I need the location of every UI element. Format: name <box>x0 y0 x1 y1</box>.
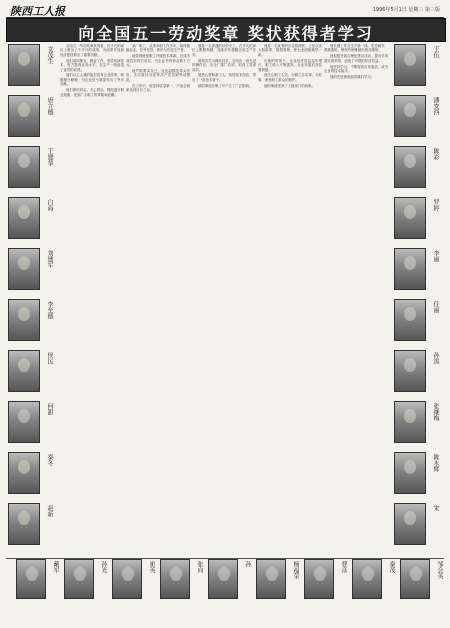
text-column <box>60 44 124 554</box>
portrait-name: 秦冬 <box>46 454 53 466</box>
portrait-name: 陈彩 <box>432 148 439 160</box>
portrait-photo <box>8 503 40 545</box>
portrait-photo <box>394 401 426 443</box>
paragraph: 她刻苦学习操作技术，总结出一套先进的操作法，在全厂推广应用，取得了显著成效。 <box>192 58 256 72</box>
text-column <box>126 44 190 554</box>
portrait-photo <box>160 559 190 599</box>
portrait-card <box>392 146 444 202</box>
portrait-name: 侯民 <box>46 352 53 364</box>
portrait-card <box>398 559 446 619</box>
portrait-card <box>392 44 444 100</box>
portrait-name: 孙 <box>244 561 251 567</box>
portrait-name: 何甜 <box>46 403 53 415</box>
portrait-photo <box>394 503 426 545</box>
portrait-photo <box>64 559 94 599</box>
portrait-name: 秦茂 <box>388 561 395 573</box>
portrait-photo <box>8 452 40 494</box>
portrait-card <box>392 452 444 508</box>
paragraph: 他的先进事迹值得我们学习。 <box>330 74 375 79</box>
text-column <box>324 44 388 554</box>
portrait-name: 宋 <box>432 505 439 511</box>
portrait-card <box>392 299 444 355</box>
portrait-card <box>62 559 110 619</box>
portrait-card <box>6 401 58 457</box>
portrait-name: 戴军 <box>52 561 59 573</box>
portrait-photo <box>400 559 430 599</box>
left-photo-column <box>6 44 58 554</box>
paragraph: 全国五一劳动奖章获得者，在平凡的岗位上做出了不平凡的成绩，为改革开放和经济建设做出了重要贡献。 <box>60 44 124 57</box>
newspaper-name: 陕西工人报 <box>10 5 65 18</box>
portrait-photo <box>394 197 426 239</box>
portrait-card <box>302 559 350 619</box>
portrait-card <box>14 559 62 619</box>
portrait-photo <box>8 95 40 137</box>
portrait-name: 孙黑 <box>432 352 439 364</box>
paragraph: 他积极开展合理化建议活动，提出多项建议被采纳，创造了可观的经济效益。 <box>324 54 388 63</box>
portrait-name: 潘安西 <box>432 97 439 115</box>
paragraph: 在工作中，他坚持质量第一，产品合格率达到百分之百。 <box>126 83 190 93</box>
portrait-photo <box>304 559 334 599</box>
paragraph: 她的事迹在职工中产生了广泛影响。 <box>198 83 253 88</box>
portrait-photo <box>112 559 142 599</box>
portrait-photo <box>352 559 382 599</box>
portrait-photo <box>394 350 426 392</box>
portrait-name: 白海 <box>46 199 53 211</box>
portrait-card <box>158 559 206 619</box>
portrait-photo <box>394 146 426 188</box>
paragraph: 某厂职工，从事本职工作多年，始终兢兢业业，任劳任怨，被评为先进生产者。 <box>126 44 190 53</box>
portrait-photo <box>256 559 286 599</box>
portrait-card <box>6 350 58 406</box>
portrait-photo <box>8 44 40 86</box>
portrait-photo <box>394 452 426 494</box>
paragraph: 她是一名普通的纺织女工，在平凡的岗位上默默奉献，连续多年超额完成生产任务。 <box>192 44 256 57</box>
text-column <box>192 44 256 554</box>
portrait-photo <box>8 401 40 443</box>
portrait-card <box>392 503 444 559</box>
portrait-card <box>254 559 302 619</box>
paragraph: 在他的带领下，企业经济效益连年增长，职工收入不断提高，企业发展后劲显著增强。 <box>258 58 322 72</box>
paragraph: 他们爱岗敬业，勤奋工作，刻苦钻研技术，努力提高业务水平，在生产一线创造了优异的成绩。 <box>60 58 124 72</box>
portrait-name: 陈永辉 <box>432 454 439 472</box>
paragraph: 他关心职工生活，为职工办实事、办好事，深受职工群众的拥护。 <box>258 73 322 82</box>
portrait-photo <box>394 299 426 341</box>
portrait-name: 文茂生 <box>46 46 53 64</box>
portrait-card <box>6 197 58 253</box>
portrait-name: 罗婷 <box>432 199 439 211</box>
text-column <box>258 44 322 554</box>
paragraph: 他带领班组职工开展技术革新，完成多项技术攻关项目，为企业节约资金数十万元。 <box>126 54 190 68</box>
portrait-card <box>110 559 158 619</box>
paragraph: 她热心帮助新工人，传授技术经验，带出了一批技术骨干。 <box>192 73 256 82</box>
portrait-photo <box>8 350 40 392</box>
portrait-name: 张向 <box>196 561 203 573</box>
portrait-card <box>392 248 444 304</box>
article-body <box>60 44 388 554</box>
portrait-card <box>6 452 58 508</box>
portrait-name: 刘建军 <box>46 250 53 268</box>
portrait-name: 王建华 <box>46 148 53 166</box>
portrait-card <box>6 44 58 100</box>
headline-banner <box>6 18 446 42</box>
right-photo-column <box>392 44 444 554</box>
portrait-name: 孙光 <box>100 561 107 573</box>
portrait-name: 李丽 <box>432 250 439 262</box>
portrait-name: 王伍 <box>432 46 439 58</box>
portrait-name: 张继梅 <box>432 403 439 421</box>
paragraph: 他们团结同志，关心群众，模范遵守职业道德，受到广大职工的尊敬和爱戴。 <box>60 88 124 97</box>
portrait-name: 杨福荣 <box>292 561 299 579</box>
portrait-name: 赵新 <box>46 505 53 517</box>
portrait-card <box>6 95 58 151</box>
bottom-photo-row <box>6 558 444 625</box>
portrait-name: 李至德 <box>46 301 53 319</box>
portrait-name: 曹彦 <box>340 561 347 573</box>
portrait-photo <box>8 248 40 290</box>
portrait-card <box>206 559 254 619</box>
portrait-card <box>392 401 444 457</box>
portrait-photo <box>16 559 46 599</box>
portrait-name: 邹会英 <box>436 561 443 579</box>
portrait-card <box>6 146 58 202</box>
portrait-photo <box>394 248 426 290</box>
headline-title: 向全国五一劳动奖章 奖状获得者学习 <box>78 24 374 43</box>
portrait-photo <box>394 44 426 86</box>
portrait-card <box>350 559 398 619</box>
paragraph: 他长期工作在生产第一线，吃苦耐劳，勇挑重担，哪里有困难就出现在哪里。 <box>324 44 388 53</box>
paragraph: 他的事迹受到了上级部门的表彰。 <box>264 83 315 88</box>
portrait-name: 崔英 <box>148 561 155 573</box>
paragraph: 他坚持学习，不断提高自身素质，成为企业的技术能手。 <box>324 64 388 74</box>
portrait-card <box>392 95 444 151</box>
paragraph: 他严格要求自己，处处起模范带头作用，多次被评为优秀共产党员和劳动模范。 <box>126 69 190 82</box>
portrait-photo <box>8 146 40 188</box>
portrait-card <box>6 299 58 355</box>
portrait-photo <box>208 559 238 599</box>
portrait-photo <box>394 95 426 137</box>
paragraph: 他们以主人翁的姿态投身企业改革，积极献计献策，为企业扭亏增盈作出了突出贡献。 <box>60 73 124 87</box>
portrait-card <box>392 350 444 406</box>
portrait-photo <box>8 299 40 341</box>
portrait-name: 唐立德 <box>46 97 53 115</box>
masthead <box>6 3 444 18</box>
portrait-name: 任丽 <box>432 301 439 313</box>
portrait-card <box>392 197 444 253</box>
portrait-card <box>6 248 58 304</box>
dateline: 1996年5月1日 星期三 第三版 <box>372 7 440 13</box>
portrait-card <box>6 503 58 559</box>
paragraph: 他是一名优秀的企业管理者，上任以来大胆改革，狠抓管理，使企业面貌焕然一新。 <box>258 44 322 57</box>
portrait-photo <box>8 197 40 239</box>
